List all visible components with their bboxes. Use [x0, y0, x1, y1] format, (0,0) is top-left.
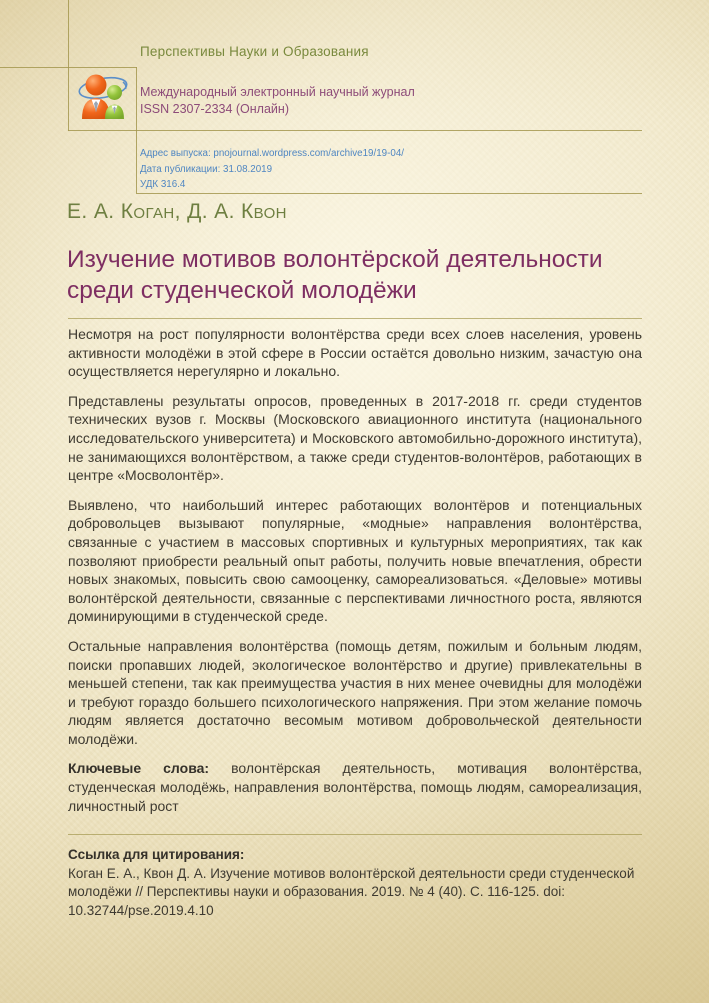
udk-code: УДК 316.4 — [140, 179, 186, 190]
decorative-line-vertical-top — [68, 0, 69, 131]
issue-meta-block — [140, 146, 404, 193]
decorative-line-horizontal-2 — [68, 130, 642, 131]
abstract-paragraph: Остальные направления волонтёрства (помощь детям, пожилым и больным людям, поиски пропавших людей, экологическое волонтёрство и другие) привлекательны в меньшей степени, так как преимущества участия в них менее очевидны для молодёжи и требуют гораздо большего психологического напряжения. При этом желание помочь людям является достаточно весомым мотивом добровольческой деятельности молодёжи. — [68, 637, 642, 747]
abstract-paragraph: Представлены результаты опросов, проведенных в 2017-2018 гг. среди студентов технических вузов г. Москвы (Московского авиационного института (национального исследовательского университета) и Московского автомобильно-дорожного института), не занимающихся волонтёрством, а также среди студентов-волонтёров, работающих в центре «Мосволонтёр». — [68, 392, 642, 484]
keywords-label: Ключевые слова: — [68, 760, 210, 777]
divider-above-citation — [68, 834, 642, 835]
publication-date: Дата публикации: 31.08.2019 — [140, 163, 273, 175]
citation-label: Ссылка для цитирования: — [68, 847, 245, 862]
decorative-line-horizontal-1 — [0, 67, 137, 68]
journal-issn: ISSN 2307-2334 (Онлайн) — [140, 102, 289, 116]
divider-above-abstract — [68, 318, 642, 319]
journal-title: Перспективы Науки и Образования — [140, 44, 369, 59]
abstract-paragraph: Несмотря на рост популярности волонтёрства среди всех слоев населения, уровень активности молодёжи в этой сфере в России остаётся довольно низким, зачастую она осуществляется нерегулярно и локально. — [68, 326, 642, 380]
journal-subtitle — [140, 84, 415, 118]
article-title: Изучение мотивов волонтёрской деятельности среди студенческой молодёжи — [67, 246, 603, 304]
citation-text: Коган Е. А., Квон Д. А. Изучение мотивов волонтёрской деятельности среди студенческой молодёжи // Перспективы науки и образования. 2019. № 4 (40). С. 116-125. doi: 10.32744/pse.2019.4.10 — [68, 865, 635, 918]
decorative-line-horizontal-3 — [136, 193, 642, 194]
keywords-paragraph — [68, 759, 642, 815]
abstract-block — [68, 325, 642, 815]
article-authors: Е. А. Коган, Д. А. Квон — [67, 200, 287, 223]
citation-block — [68, 846, 642, 920]
journal-logo-people-icon — [77, 71, 129, 125]
journal-subtitle-line: Международный электронный научный журнал — [140, 85, 415, 99]
abstract-paragraph: Выявлено, что наибольший интерес работающих волонтёров и потенциальных добровольцев вызывают популярные, «модные» направления волонтёрства, связанные с участием в массовых спортивных и культурных мероприятиях, так как позволяют приобрести реальный опыт работы, получить новые впечатления, обрести новых знакомых, повысить свою самооценку, самореализоваться. «Деловые» мотивы волонтёрской деятельности, связанные с перспективами личностного роста, являются доминирующими в студенческой среде. — [68, 496, 642, 625]
issue-address: Адрес выпуска: pnojournal.wordpress.com/archive19/19-04/ — [140, 148, 404, 159]
keywords-text: волонтёрская деятельность, мотивация волонтёрства, студенческая молодёжь, направления волонтёрства, помощь людям, самореализация, личностный рост — [68, 760, 642, 814]
